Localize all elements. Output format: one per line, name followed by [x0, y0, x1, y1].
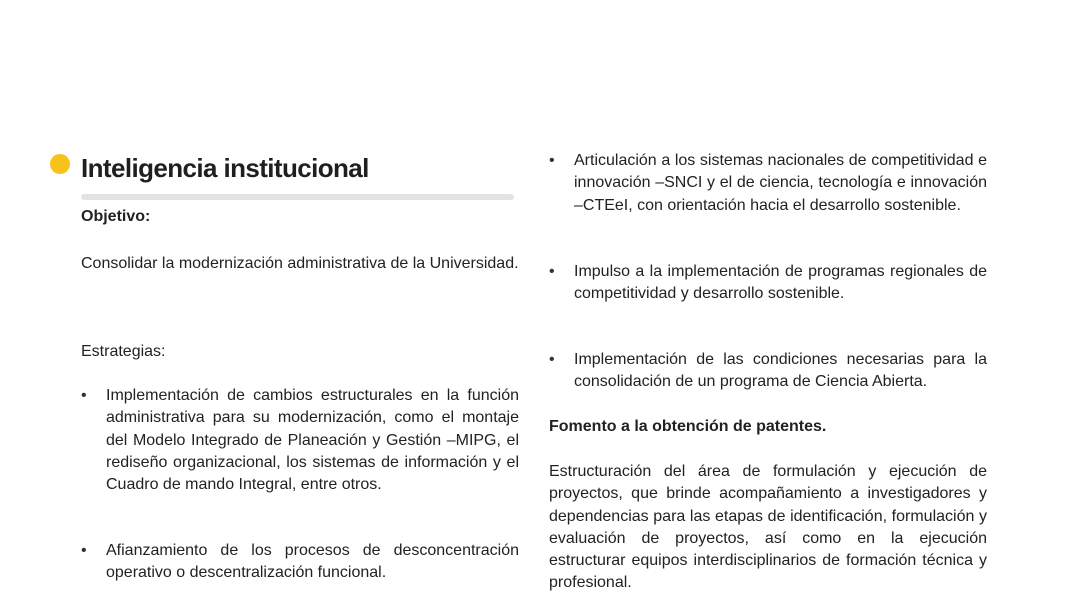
- list-item-text: Articulación a los sistemas nacionales de competitividad e innovación –SNCI y el de ciencia, tecnología e innovación –CTEeI, con orientación hacia el desarrollo sostenible.: [574, 152, 987, 214]
- objective-text: Consolidar la modernización administrativa de la Universidad.: [81, 255, 519, 272]
- bullet-icon: •: [81, 542, 87, 559]
- list-item-text: Afianzamiento de los procesos de desconcentración operativo o descentralización funcional.: [106, 542, 519, 582]
- patents-heading: Fomento a la obtención de patentes.: [549, 418, 827, 435]
- strategies-list: [81, 385, 519, 580]
- strategies-heading: Estrategias:: [81, 343, 166, 360]
- bullet-icon: •: [81, 387, 87, 404]
- bullet-icon: •: [549, 351, 555, 368]
- title-underline: [81, 194, 514, 200]
- list-item-text: Implementación de las condiciones necesarias para la consolidación de un programa de Ciencia Abierta.: [574, 351, 987, 391]
- bullet-icon: •: [549, 263, 555, 280]
- list-item-text: Impulso a la implementación de programas regionales de competitividad y desarrollo sostenible.: [574, 263, 987, 303]
- bullet-icon: •: [549, 152, 555, 169]
- objective-heading: Objetivo:: [81, 208, 151, 225]
- list-item-text: Implementación de cambios estructurales en la función administrativa para su modernización, como el montaje del Modelo Integrado de Planeación y Gestión –MIPG, el rediseño organizacional, los sistemas de información y el Cuadro de mando Integral, entre otros.: [106, 387, 519, 494]
- section-title: Inteligencia institucional: [81, 153, 369, 183]
- right-bullet-list: [549, 150, 987, 400]
- patents-text: Estructuración del área de formulación y ejecución de proyectos, que brinde acompañamiento a investigadores y dependencias para las etapas de identificación, formulación y evaluación de proyectos, así como en la ejecución estructurar equipos interdisciplinarios de formación técnica y profesional.: [549, 463, 987, 592]
- section-dot-icon: [50, 154, 70, 174]
